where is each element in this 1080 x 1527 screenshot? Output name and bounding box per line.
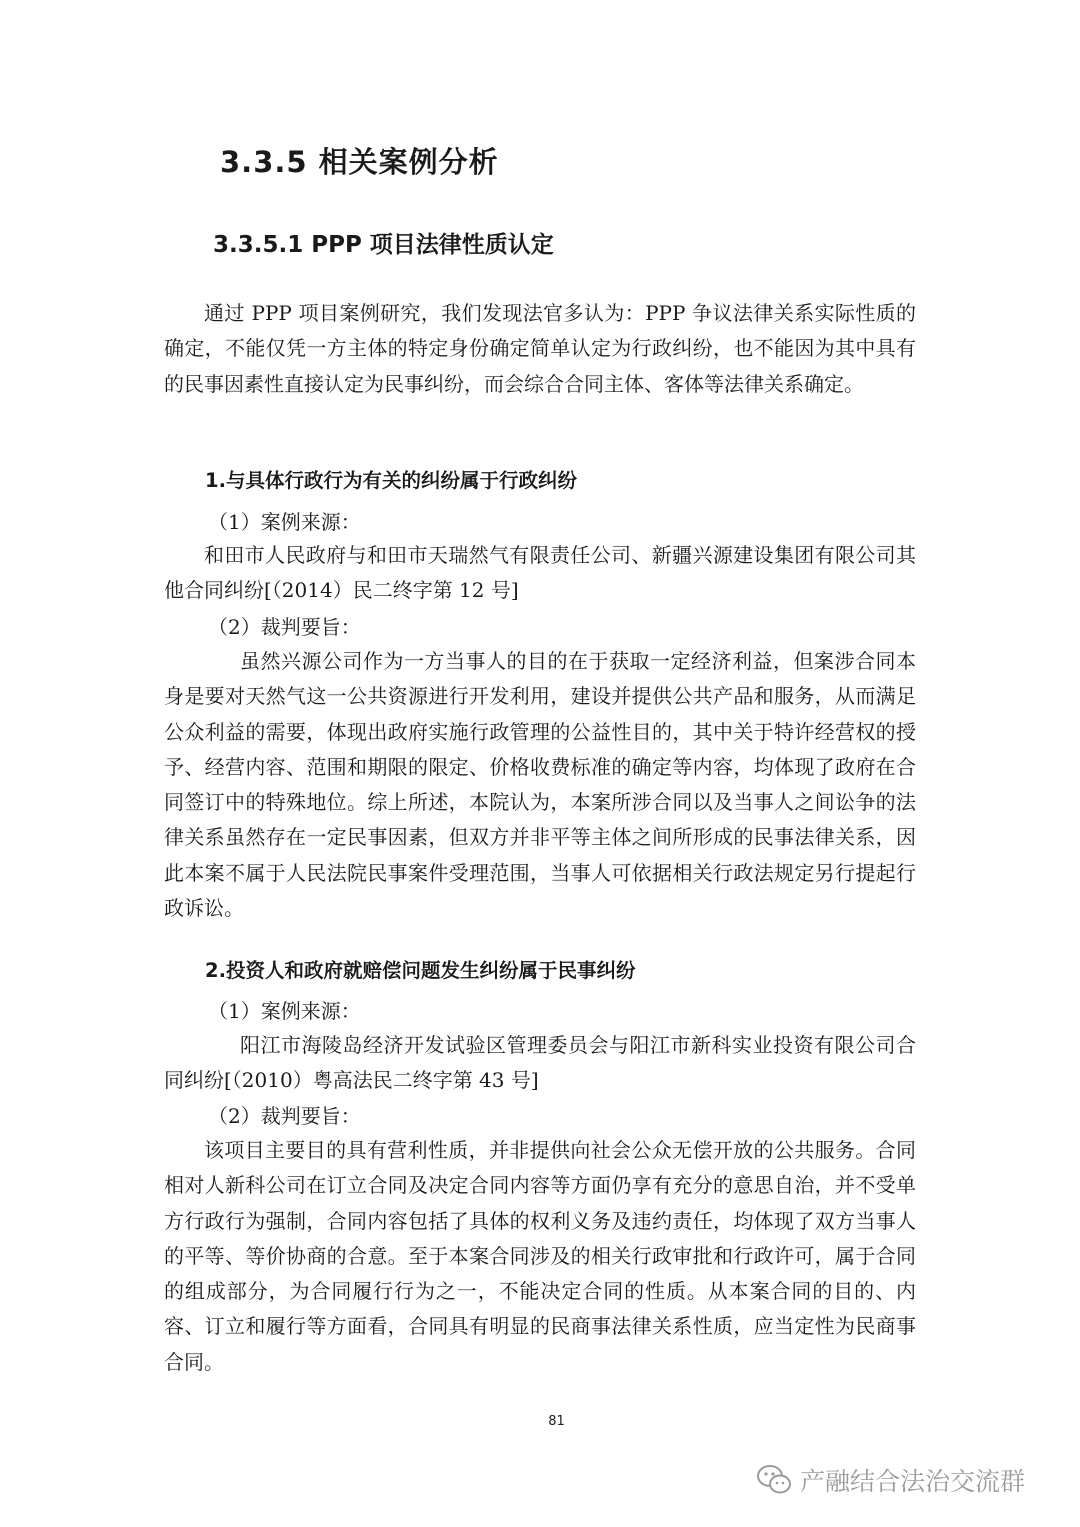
page-number: 81 — [548, 1414, 565, 1429]
case2-source-text: 阳江市海陵岛经济开发试验区管理委员会与阳江市新科实业投资有限公司合同纠纷[（2010）粤高法民二终字第 43 号] — [164, 1033, 916, 1093]
subsection-heading: 3.3.5.1 PPP 项目法律性质认定 — [213, 232, 554, 258]
case1-source-text: 和田市人民政府与和田市天瑞然气有限责任公司、新疆兴源建设集团有限公司其他合同纠纷[（2014）民二终字第 12 号] — [164, 543, 916, 603]
section-heading: 3.3.5 相关案例分析 — [220, 145, 499, 179]
watermark-text: 产融结合法治交流群 — [800, 1467, 1026, 1496]
case1-source-label: （1）案例来源： — [208, 510, 361, 534]
case2-ruling-text: 该项目主要目的具有营利性质，并非提供向社会公众无偿开放的公共服务。合同相对人新科公司在订立合同及决定合同内容等方面仍享有充分的意思自治，并不受单方行政行为强制，合同内容包括了具体的权利义务及违约责任，均体现了双方当事人的平等、等价协商的合意。至于本案合同涉及的相关行政审批和行政许可，属于合同的组成部分，为合同履行行为之一，不能决定合同的性质。从本案合同的目的、内容、订立和履行等方面看，合同具有明显的民商事法律关系性质，应当定性为民商事合同。 — [164, 1138, 916, 1374]
case1-title: 1.与具体行政行为有关的纠纷属于行政纠纷 — [205, 469, 577, 492]
case2-source-label: （1）案例来源： — [208, 999, 361, 1023]
case2-title: 2.投资人和政府就赔偿问题发生纠纷属于民事纠纷 — [205, 959, 636, 982]
case1-ruling-label: （2）裁判要旨： — [208, 615, 361, 639]
wechat-icon — [756, 1464, 792, 1496]
intro-paragraph: 通过 PPP 项目案例研究，我们发现法官多认为：PPP 争议法律关系实际性质的确定，不能仅凭一方主体的特定身份确定简单认定为行政纠纷，也不能因为其中具有的民事因素性直接认定为民事纠纷，而会综合合同主体、客体等法律关系确定。 — [164, 301, 916, 396]
case2-ruling-label: （2）裁判要旨： — [208, 1104, 361, 1128]
watermark — [756, 1462, 1025, 1498]
case1-ruling-text: 虽然兴源公司作为一方当事人的目的在于获取一定经济利益，但案涉合同本身是要对天然气这一公共资源进行开发利用，建设并提供公共产品和服务，从而满足公众利益的需要，体现出政府实施行政管理的公益性目的，其中关于特许经营权的授予、经营内容、范围和期限的限定、价格收费标准的确定等内容，均体现了政府在合同签订中的特殊地位。综上所述，本院认为，本案所涉合同以及当事人之间讼争的法律关系虽然存在一定民事因素，但双方并非平等主体之间所形成的民事法律关系，因此本案不属于人民法院民事案件受理范围，当事人可依据相关行政法规定另行提起行政诉讼。 — [164, 649, 916, 921]
